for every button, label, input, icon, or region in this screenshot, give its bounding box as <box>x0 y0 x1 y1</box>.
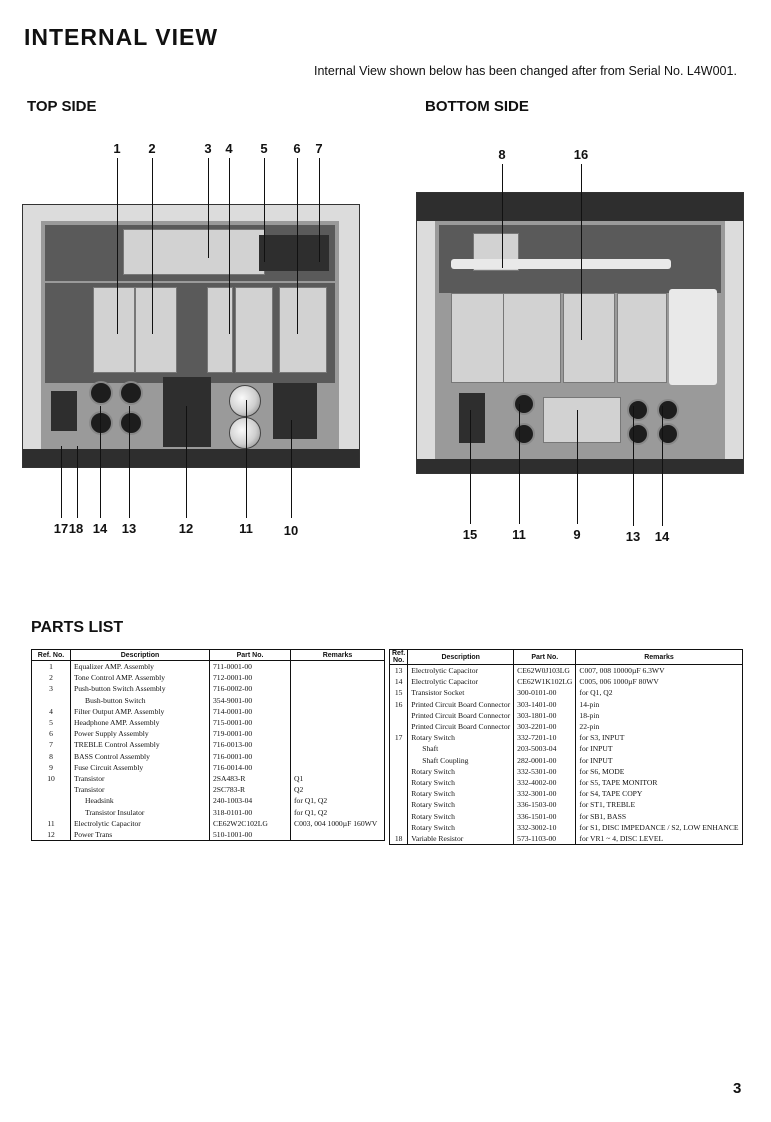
part-no-cell: 303-1801-00 <box>514 710 576 721</box>
ref-cell <box>390 755 408 766</box>
table-row <box>32 739 385 750</box>
part-no-cell: 332-3001-00 <box>514 788 576 799</box>
ref-cell: 9 <box>32 762 71 773</box>
table-row <box>32 683 385 694</box>
col-part-no: Part No. <box>210 650 291 661</box>
table-row <box>390 710 743 721</box>
part-no-cell: 2SC783-R <box>210 784 291 795</box>
description-cell: Fuse Circuit Assembly <box>71 762 210 773</box>
remarks-cell: for S5, TAPE MONITOR <box>576 777 742 788</box>
table-row <box>32 818 385 829</box>
description-cell: Shaft Coupling <box>408 755 514 766</box>
table-row <box>32 695 385 706</box>
callout-top-6: 6 <box>293 141 301 156</box>
table-row <box>390 743 743 754</box>
col-remarks: Remarks <box>291 650 385 661</box>
description-cell: Tone Control AMP. Assembly <box>71 672 210 683</box>
table-row <box>390 811 743 822</box>
part-no-cell: 716-0002-00 <box>210 683 291 694</box>
callout-bottom-8: 8 <box>498 147 506 162</box>
callout-top-11: 11 <box>239 521 253 536</box>
remarks-cell <box>291 751 385 762</box>
table-row <box>390 755 743 766</box>
callout-top-18: 18 <box>68 521 84 536</box>
part-no-cell: 2SA483-R <box>210 773 291 784</box>
description-cell: TREBLE Control Assembly <box>71 739 210 750</box>
description-cell: Electrolytic Capacitor <box>71 818 210 829</box>
callout-top-7: 7 <box>315 141 323 156</box>
ref-cell: 10 <box>32 773 71 784</box>
description-cell: Rotary Switch <box>408 732 514 743</box>
part-no-cell: 332-4002-00 <box>514 777 576 788</box>
description-cell: Rotary Switch <box>408 822 514 833</box>
description-cell: Printed Circuit Board Connector <box>408 721 514 732</box>
remarks-cell: for S1, DISC IMPEDANCE / S2, LOW ENHANCE <box>576 822 742 833</box>
part-no-cell: 712-0001-00 <box>210 672 291 683</box>
table-row <box>32 728 385 739</box>
description-cell: BASS Control Assembly <box>71 751 210 762</box>
remarks-cell: for S4, TAPE COPY <box>576 788 742 799</box>
part-no-cell: 714-0001-00 <box>210 706 291 717</box>
ref-cell: 14 <box>390 676 408 687</box>
ref-cell <box>32 784 71 795</box>
remarks-cell <box>291 661 385 673</box>
part-no-cell: CE62W0J103LG <box>514 665 576 677</box>
description-cell: Headsink <box>71 795 210 806</box>
part-no-cell: 716-0001-00 <box>210 751 291 762</box>
remarks-cell: for Q1, Q2 <box>576 687 742 698</box>
ref-cell <box>390 788 408 799</box>
remarks-cell <box>291 672 385 683</box>
parts-table-left <box>31 649 385 841</box>
table-row <box>32 762 385 773</box>
remarks-cell <box>291 706 385 717</box>
description-cell: Transistor <box>71 773 210 784</box>
ref-cell: 15 <box>390 687 408 698</box>
part-no-cell: 318-0101-00 <box>210 807 291 818</box>
description-cell: Bush-button Switch <box>71 695 210 706</box>
remarks-cell: Q1 <box>291 773 385 784</box>
remarks-cell: for Q1, Q2 <box>291 807 385 818</box>
parts-table-right <box>389 649 743 845</box>
top-side-photo <box>22 204 360 468</box>
description-cell: Variable Resistor <box>408 833 514 845</box>
ref-cell: 11 <box>32 818 71 829</box>
part-no-cell: 332-3002-10 <box>514 822 576 833</box>
table-row <box>390 833 743 845</box>
table-row <box>390 799 743 810</box>
table-row <box>32 706 385 717</box>
description-cell: Equalizer AMP. Assembly <box>71 661 210 673</box>
callout-bottom-15: 15 <box>462 527 478 542</box>
part-no-cell: 336-1503-00 <box>514 799 576 810</box>
ref-cell: 2 <box>32 672 71 683</box>
callout-top-2: 2 <box>148 141 156 156</box>
remarks-cell <box>291 717 385 728</box>
ref-cell <box>390 766 408 777</box>
part-no-cell: 716-0014-00 <box>210 762 291 773</box>
table-row <box>390 665 743 677</box>
ref-cell: 13 <box>390 665 408 677</box>
col-description: Description <box>408 650 514 665</box>
remarks-cell: 22-pin <box>576 721 742 732</box>
description-cell: Shaft <box>408 743 514 754</box>
callout-top-5: 5 <box>260 141 268 156</box>
remarks-cell: C003, 004 1000µF 160WV <box>291 818 385 829</box>
page-number: 3 <box>733 1080 742 1097</box>
table-row <box>32 717 385 728</box>
callout-bottom-16: 16 <box>573 147 589 162</box>
remarks-cell: 18-pin <box>576 710 742 721</box>
ref-cell: 17 <box>390 732 408 743</box>
table-row <box>32 773 385 784</box>
part-no-cell: 719-0001-00 <box>210 728 291 739</box>
callout-top-3: 3 <box>204 141 212 156</box>
callout-top-12: 12 <box>178 521 194 536</box>
table-row <box>32 751 385 762</box>
table-row <box>390 732 743 743</box>
ref-cell <box>390 799 408 810</box>
description-cell: Push-button Switch Assembly <box>71 683 210 694</box>
table-row <box>390 788 743 799</box>
col-ref: Ref. No. <box>390 650 408 665</box>
bottom-side-heading: BOTTOM SIDE <box>425 98 529 115</box>
table-row <box>390 687 743 698</box>
col-ref: Ref. No. <box>32 650 71 661</box>
ref-cell: 6 <box>32 728 71 739</box>
ref-cell <box>32 795 71 806</box>
description-cell: Rotary Switch <box>408 788 514 799</box>
remarks-cell: for S3, INPUT <box>576 732 742 743</box>
table-row <box>32 807 385 818</box>
description-cell: Rotary Switch <box>408 777 514 788</box>
remarks-cell: for INPUT <box>576 743 742 754</box>
table-row <box>32 829 385 841</box>
table-row <box>32 784 385 795</box>
table-row <box>390 721 743 732</box>
part-no-cell: 510-1001-00 <box>210 829 291 841</box>
part-no-cell: 303-2201-00 <box>514 721 576 732</box>
callout-top-10: 10 <box>283 523 299 538</box>
ref-cell <box>390 743 408 754</box>
part-no-cell: 282-0001-00 <box>514 755 576 766</box>
part-no-cell: 336-1501-00 <box>514 811 576 822</box>
part-no-cell: 332-5301-00 <box>514 766 576 777</box>
table-row <box>32 795 385 806</box>
part-no-cell: 354-9001-00 <box>210 695 291 706</box>
ref-cell: 8 <box>32 751 71 762</box>
remarks-cell <box>291 695 385 706</box>
remarks-cell <box>291 683 385 694</box>
ref-cell: 1 <box>32 661 71 673</box>
part-no-cell: 303-1401-00 <box>514 699 576 710</box>
table-row <box>32 661 385 673</box>
remarks-cell: for S6, MODE <box>576 766 742 777</box>
remarks-cell: for Q1, Q2 <box>291 795 385 806</box>
serial-note: Internal View shown below has been changed after from Serial No. L4W001. <box>314 64 737 78</box>
col-description: Description <box>71 650 210 661</box>
table-row <box>390 777 743 788</box>
description-cell: Transistor Insulator <box>71 807 210 818</box>
table-row <box>32 672 385 683</box>
remarks-cell: C007, 008 10000µF 6.3WV <box>576 665 742 677</box>
description-cell: Electrolytic Capacitor <box>408 665 514 677</box>
callout-bottom-13: 13 <box>625 529 641 544</box>
bottom-side-photo <box>416 192 744 474</box>
remarks-cell: for INPUT <box>576 755 742 766</box>
remarks-cell: C005, 006 1000µF 80WV <box>576 676 742 687</box>
part-no-cell: 300-0101-00 <box>514 687 576 698</box>
part-no-cell: CE62W1K102LG <box>514 676 576 687</box>
ref-cell: 3 <box>32 683 71 694</box>
parts-list-heading: PARTS LIST <box>31 619 124 636</box>
col-part-no: Part No. <box>514 650 576 665</box>
part-no-cell: 332-7201-10 <box>514 732 576 743</box>
remarks-cell <box>291 829 385 841</box>
ref-cell <box>390 777 408 788</box>
callout-bottom-9: 9 <box>573 527 581 542</box>
ref-cell: 12 <box>32 829 71 841</box>
callout-top-14: 14 <box>92 521 108 536</box>
remarks-cell: for VR1 ~ 4, DISC LEVEL <box>576 833 742 845</box>
description-cell: Filter Output AMP. Assembly <box>71 706 210 717</box>
part-no-cell: 573-1103-00 <box>514 833 576 845</box>
remarks-cell <box>291 728 385 739</box>
ref-cell: 4 <box>32 706 71 717</box>
part-no-cell: 715-0001-00 <box>210 717 291 728</box>
description-cell: Rotary Switch <box>408 766 514 777</box>
part-no-cell: 711-0001-00 <box>210 661 291 673</box>
callout-top-13: 13 <box>121 521 137 536</box>
callout-bottom-11: 11 <box>512 527 526 542</box>
part-no-cell: 203-5003-04 <box>514 743 576 754</box>
description-cell: Power Supply Assembly <box>71 728 210 739</box>
description-cell: Printed Circuit Board Connector <box>408 699 514 710</box>
description-cell: Printed Circuit Board Connector <box>408 710 514 721</box>
ref-cell: 7 <box>32 739 71 750</box>
remarks-cell: Q2 <box>291 784 385 795</box>
col-remarks: Remarks <box>576 650 742 665</box>
description-cell: Power Trans <box>71 829 210 841</box>
callout-top-17: 17 <box>53 521 69 536</box>
part-no-cell: CE62W2C102LG <box>210 818 291 829</box>
description-cell: Transistor Socket <box>408 687 514 698</box>
part-no-cell: 716-0013-00 <box>210 739 291 750</box>
description-cell: Transistor <box>71 784 210 795</box>
table-row <box>390 822 743 833</box>
description-cell: Rotary Switch <box>408 811 514 822</box>
remarks-cell <box>291 739 385 750</box>
ref-cell <box>390 822 408 833</box>
remarks-cell: 14-pin <box>576 699 742 710</box>
table-row <box>390 676 743 687</box>
description-cell: Rotary Switch <box>408 799 514 810</box>
table-row <box>390 699 743 710</box>
ref-cell: 5 <box>32 717 71 728</box>
top-side-heading: TOP SIDE <box>27 98 97 115</box>
remarks-cell <box>291 762 385 773</box>
ref-cell <box>32 807 71 818</box>
ref-cell <box>390 811 408 822</box>
ref-cell <box>390 710 408 721</box>
page-title: INTERNAL VIEW <box>24 24 219 50</box>
callout-bottom-14: 14 <box>654 529 670 544</box>
ref-cell: 16 <box>390 699 408 710</box>
callout-top-1: 1 <box>113 141 121 156</box>
part-no-cell: 240-1003-04 <box>210 795 291 806</box>
table-row <box>390 766 743 777</box>
description-cell: Headphone AMP. Assembly <box>71 717 210 728</box>
ref-cell <box>32 695 71 706</box>
callout-top-4: 4 <box>225 141 233 156</box>
ref-cell: 18 <box>390 833 408 845</box>
ref-cell <box>390 721 408 732</box>
remarks-cell: for ST1, TREBLE <box>576 799 742 810</box>
description-cell: Electrolytic Capacitor <box>408 676 514 687</box>
remarks-cell: for SB1, BASS <box>576 811 742 822</box>
